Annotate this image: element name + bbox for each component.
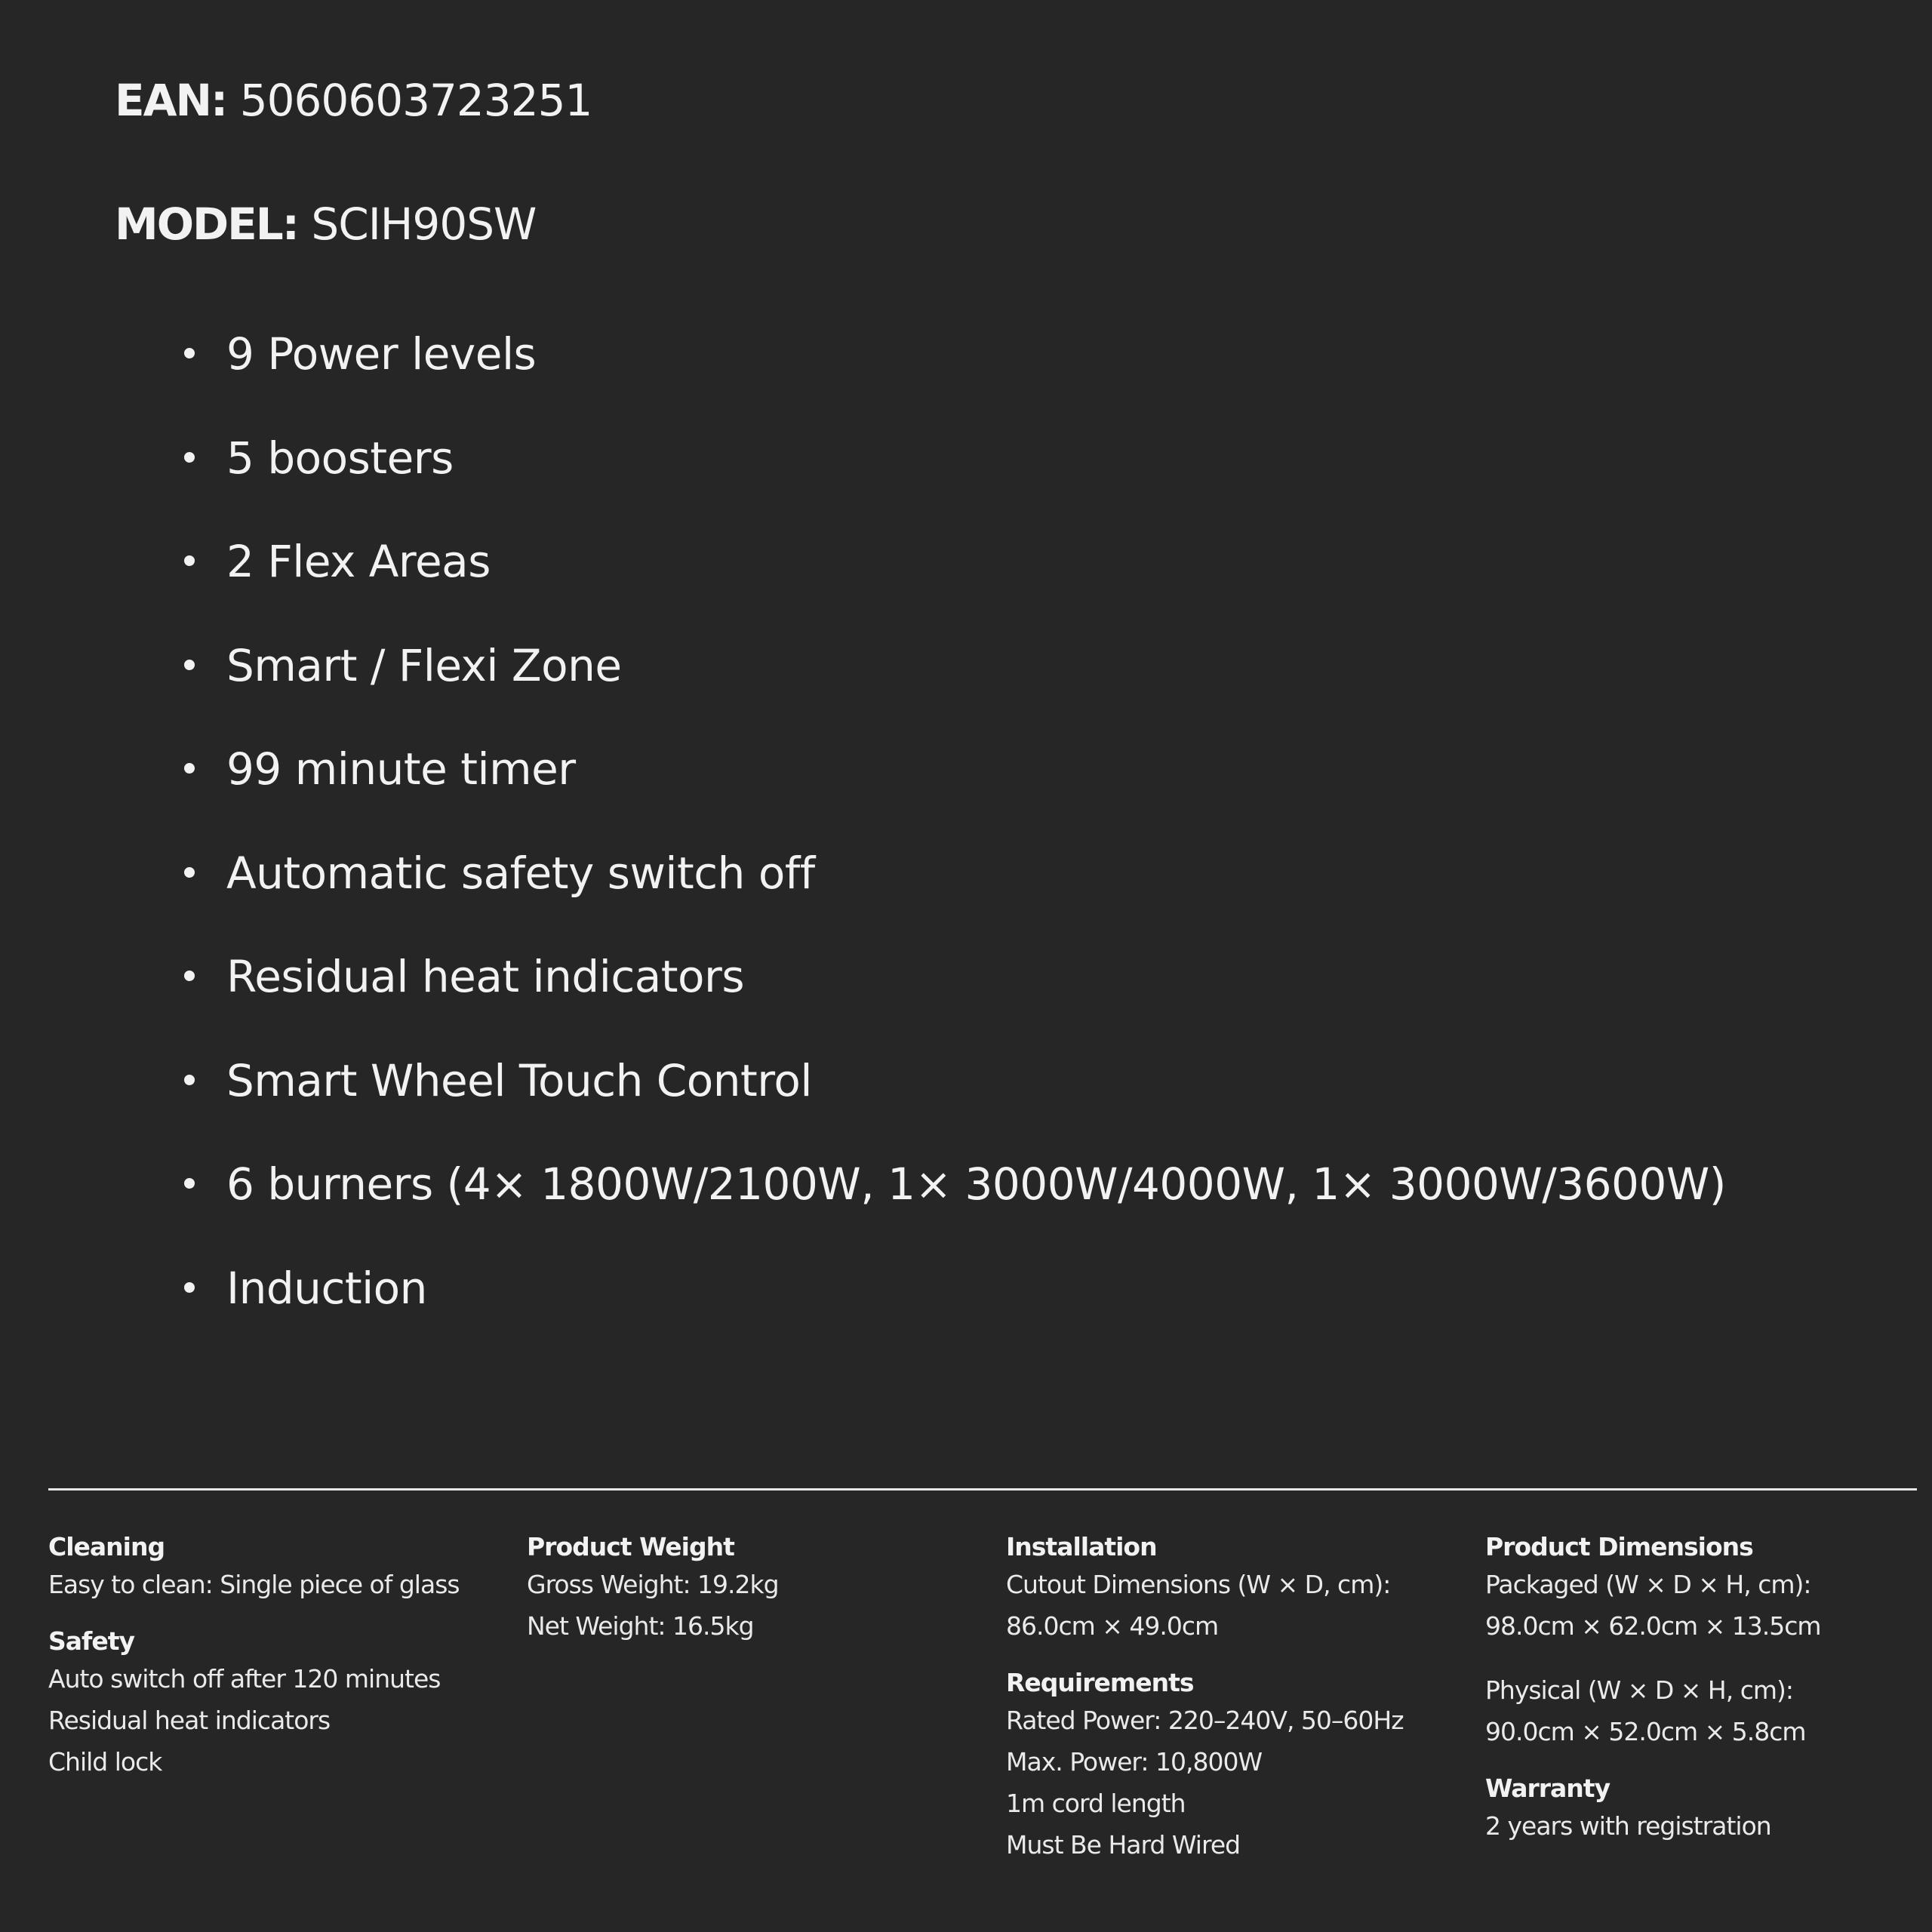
feature-item	[181, 952, 1726, 1057]
feature-item	[181, 745, 1726, 849]
bullet-icon	[184, 763, 195, 774]
feature-item	[181, 537, 1726, 641]
spec-line: 98.0cm × 62.0cm × 13.5cm	[1485, 1611, 1821, 1641]
spec-line: Max. Power: 10,800W	[1006, 1747, 1263, 1777]
feature-text: Smart / Flexi Zone	[226, 639, 622, 691]
bullet-icon	[184, 660, 195, 670]
spec-line: 2 years with registration	[1485, 1811, 1771, 1841]
spec-heading-installation: Installation	[1006, 1532, 1157, 1561]
spec-column-weight	[527, 1531, 980, 1666]
spec-heading-weight: Product Weight	[527, 1532, 734, 1561]
spec-column-dimensions	[1485, 1531, 1932, 1866]
spec-group-warranty	[1485, 1772, 1932, 1847]
spec-group-weight	[527, 1531, 980, 1647]
bullet-icon	[184, 1282, 195, 1293]
ean-value: 5060603723251	[239, 75, 592, 126]
feature-item	[181, 1160, 1726, 1264]
feature-item	[181, 1264, 1726, 1368]
feature-text: 99 minute timer	[226, 743, 576, 795]
bullet-icon	[184, 971, 195, 981]
feature-item	[181, 641, 1726, 746]
feature-text: 2 Flex Areas	[226, 536, 491, 587]
spec-heading-warranty: Warranty	[1485, 1774, 1611, 1803]
spec-line: Auto switch off after 120 minutes	[48, 1664, 441, 1694]
feature-item	[181, 1054, 1726, 1161]
feature-item	[181, 434, 1726, 538]
ean-line	[115, 75, 592, 126]
spec-line: Packaged (W × D × H, cm):	[1485, 1570, 1811, 1599]
feature-item	[181, 330, 1726, 434]
spec-group-dimensions	[1485, 1531, 1932, 1752]
spec-line: Gross Weight: 19.2kg	[527, 1570, 779, 1599]
spec-heading-cleaning: Cleaning	[48, 1532, 165, 1561]
model-label: MODEL:	[115, 198, 298, 250]
feature-item	[181, 849, 1726, 953]
model-value: SCIH90SW	[311, 198, 537, 250]
bullet-icon	[184, 348, 195, 358]
model-line	[115, 198, 537, 250]
spec-group-installation	[1006, 1531, 1459, 1647]
spec-line: Cutout Dimensions (W × D, cm):	[1006, 1570, 1391, 1599]
bullet-icon	[184, 1178, 195, 1189]
bullet-icon	[184, 1075, 195, 1085]
spec-line: Physical (W × D × H, cm):	[1485, 1675, 1793, 1705]
feature-text: Automatic safety switch off	[226, 847, 815, 899]
feature-text: Smart Wheel Touch Control	[226, 1054, 812, 1106]
spec-column-cleaning-safety	[48, 1531, 501, 1802]
ean-label: EAN:	[115, 75, 227, 126]
feature-list	[181, 330, 1726, 1367]
spec-line: Net Weight: 16.5kg	[527, 1611, 754, 1641]
spec-line: Must Be Hard Wired	[1006, 1830, 1241, 1860]
spec-line: Rated Power: 220–240V, 50–60Hz	[1006, 1706, 1404, 1735]
spec-group-cleaning	[48, 1531, 501, 1605]
spec-line: 1m cord length	[1006, 1789, 1186, 1818]
spec-group-safety	[48, 1625, 501, 1783]
section-divider	[48, 1488, 1917, 1491]
spec-line: Residual heat indicators	[48, 1706, 331, 1735]
feature-text: 5 boosters	[226, 432, 454, 484]
feature-text: 9 Power levels	[226, 328, 537, 380]
bullet-icon	[184, 867, 195, 878]
bullet-icon	[184, 452, 195, 463]
feature-text: Induction	[226, 1262, 427, 1314]
bullet-icon	[184, 555, 195, 566]
spec-column-installation	[1006, 1531, 1459, 1885]
spec-line: 86.0cm × 49.0cm	[1006, 1611, 1219, 1641]
spec-line: Child lock	[48, 1747, 162, 1777]
spec-line: Easy to clean: Single piece of glass	[48, 1570, 460, 1599]
spec-gap	[1485, 1647, 1932, 1669]
spec-line: 90.0cm × 52.0cm × 5.8cm	[1485, 1717, 1806, 1746]
feature-text: Residual heat indicators	[226, 951, 745, 1002]
spec-group-requirements	[1006, 1666, 1459, 1866]
spec-heading-requirements: Requirements	[1006, 1668, 1194, 1697]
spec-heading-dimensions: Product Dimensions	[1485, 1532, 1753, 1561]
spec-heading-safety: Safety	[48, 1626, 135, 1656]
feature-text: 6 burners (4× 1800W/2100W, 1× 3000W/4000W, 1× 3000W/3600W)	[226, 1158, 1726, 1210]
